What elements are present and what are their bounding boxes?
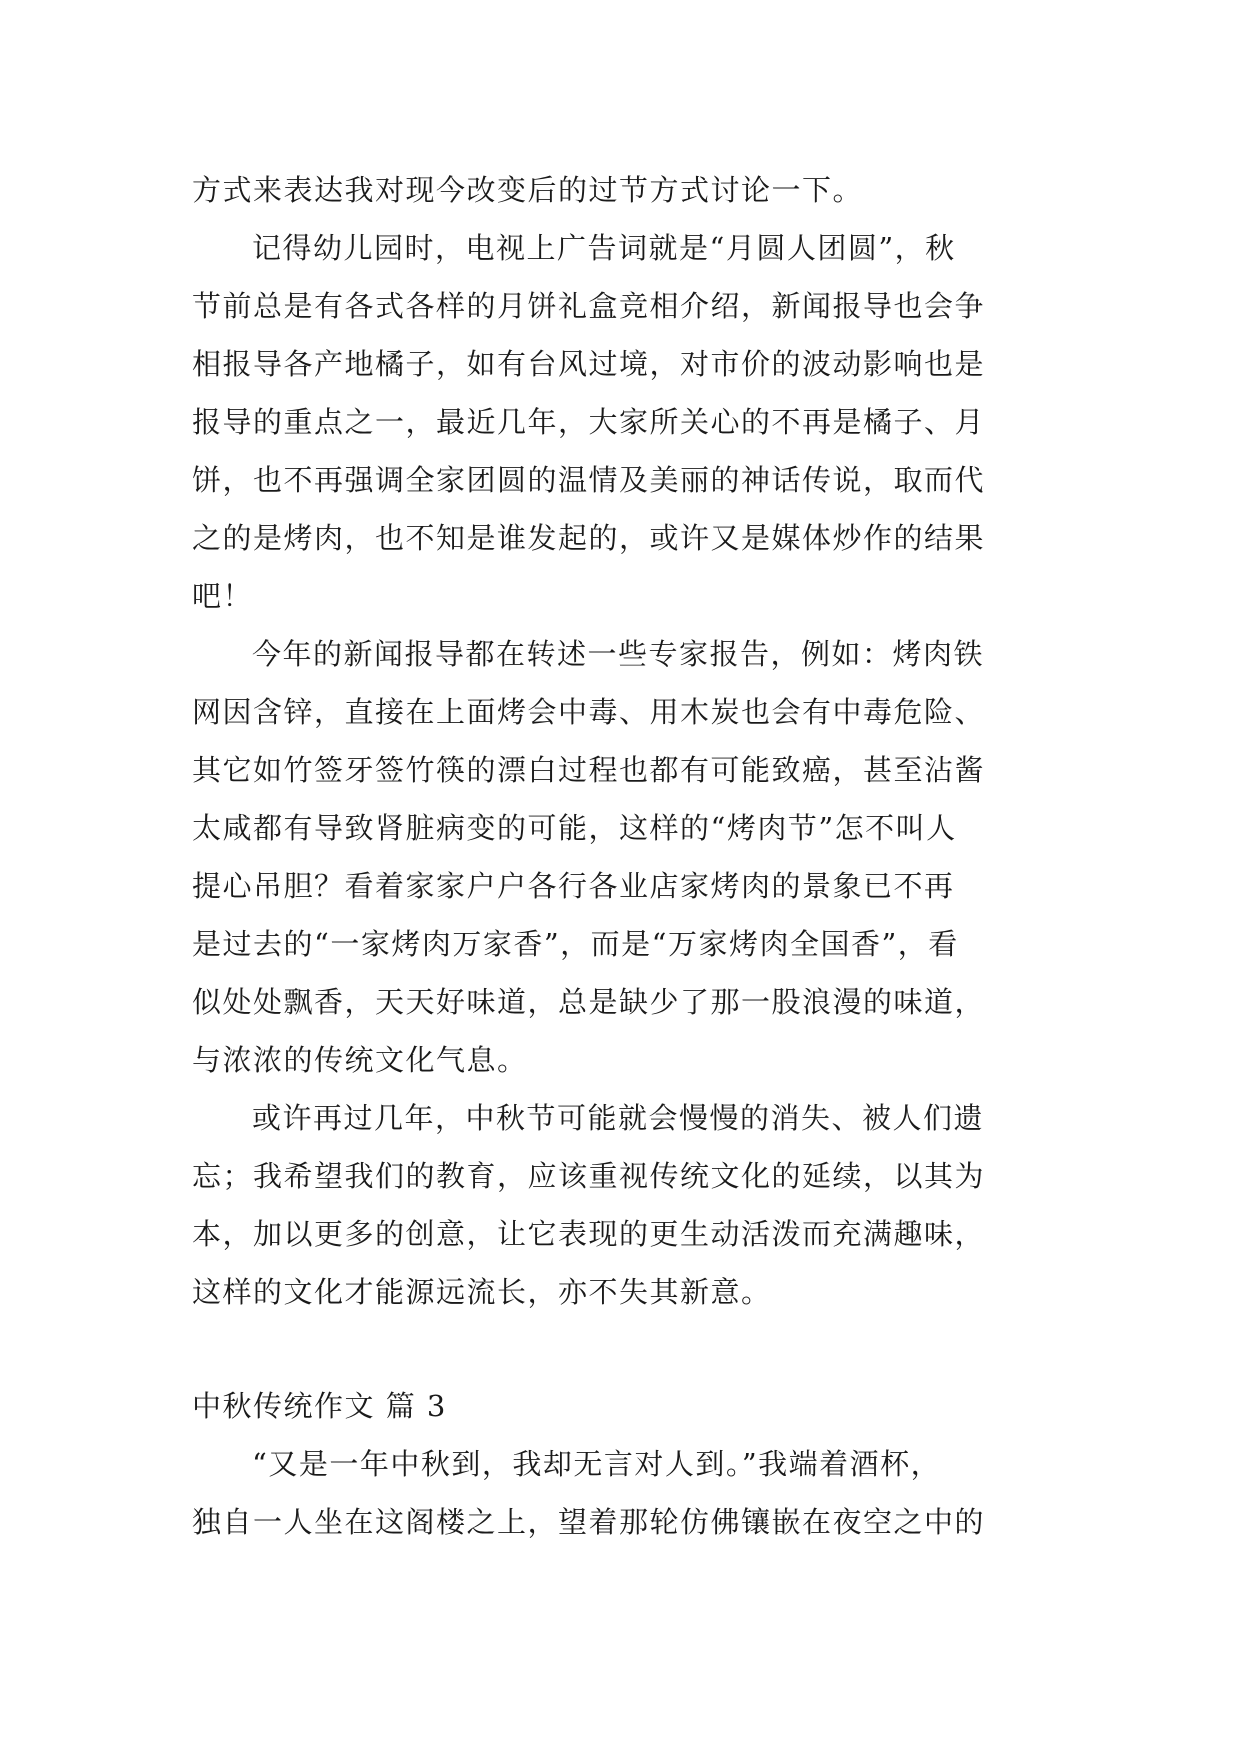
paragraph-line: 似处处飘香，天天好味道，总是缺少了那一股浪漫的味道， xyxy=(192,985,986,1019)
paragraph-line: 这样的文化才能源远流长，亦不失其新意。 xyxy=(192,1275,772,1309)
paragraph-line: 报导的重点之一，最近几年，大家所关心的不再是橘子、月 xyxy=(192,405,986,439)
paragraph-line: 节前总是有各式各样的月饼礼盒竞相介绍，新闻报导也会争 xyxy=(192,289,986,323)
paragraph-line: 提心吊胆？看着家家户户各行各业店家烤肉的景象已不再 xyxy=(192,869,955,903)
paragraph-line: 今年的新闻报导都在转述一些专家报告，例如：烤肉铁 xyxy=(252,637,985,671)
paragraph-line: 相报导各产地橘子，如有台风过境，对市价的波动影响也是 xyxy=(192,347,986,381)
paragraph-line: 之的是烤肉，也不知是谁发起的，或许又是媒体炒作的结果 xyxy=(192,521,986,555)
paragraph-line: 饼，也不再强调全家团圆的温情及美丽的神话传说，取而代 xyxy=(192,463,986,497)
paragraph-line: 独自一人坐在这阁楼之上，望着那轮仿佛镶嵌在夜空之中的 xyxy=(192,1505,986,1539)
paragraph-line: 方式来表达我对现今改变后的过节方式讨论一下。 xyxy=(192,173,864,207)
paragraph-line: 其它如竹签牙签竹筷的漂白过程也都有可能致癌，甚至沾酱 xyxy=(192,753,986,787)
paragraph-line: 记得幼儿园时，电视上广告词就是“月圆人团圆”，秋 xyxy=(252,231,956,265)
paragraph-line: 忘；我希望我们的教育，应该重视传统文化的延续，以其为 xyxy=(192,1159,986,1193)
paragraph-line: “又是一年中秋到，我却无言对人到。”我端着酒杯， xyxy=(252,1447,942,1481)
paragraph-line: 或许再过几年，中秋节可能就会慢慢的消失、被人们遗 xyxy=(252,1101,985,1135)
paragraph-line: 是过去的“一家烤肉万家香”，而是“万家烤肉全国香”，看 xyxy=(192,927,959,961)
paragraph-line: 太咸都有导致肾脏病变的可能，这样的“烤肉节”怎不叫人 xyxy=(192,811,957,845)
paragraph-line: 与浓浓的传统文化气息。 xyxy=(192,1043,528,1077)
paragraph-line: 网因含锌，直接在上面烤会中毒、用木炭也会有中毒危险、 xyxy=(192,695,986,729)
paragraph-line: 吧！ xyxy=(192,579,254,613)
section-heading: 中秋传统作文 篇 3 xyxy=(192,1389,447,1423)
paragraph-line: 本，加以更多的创意，让它表现的更生动活泼而充满趣味， xyxy=(192,1217,986,1251)
